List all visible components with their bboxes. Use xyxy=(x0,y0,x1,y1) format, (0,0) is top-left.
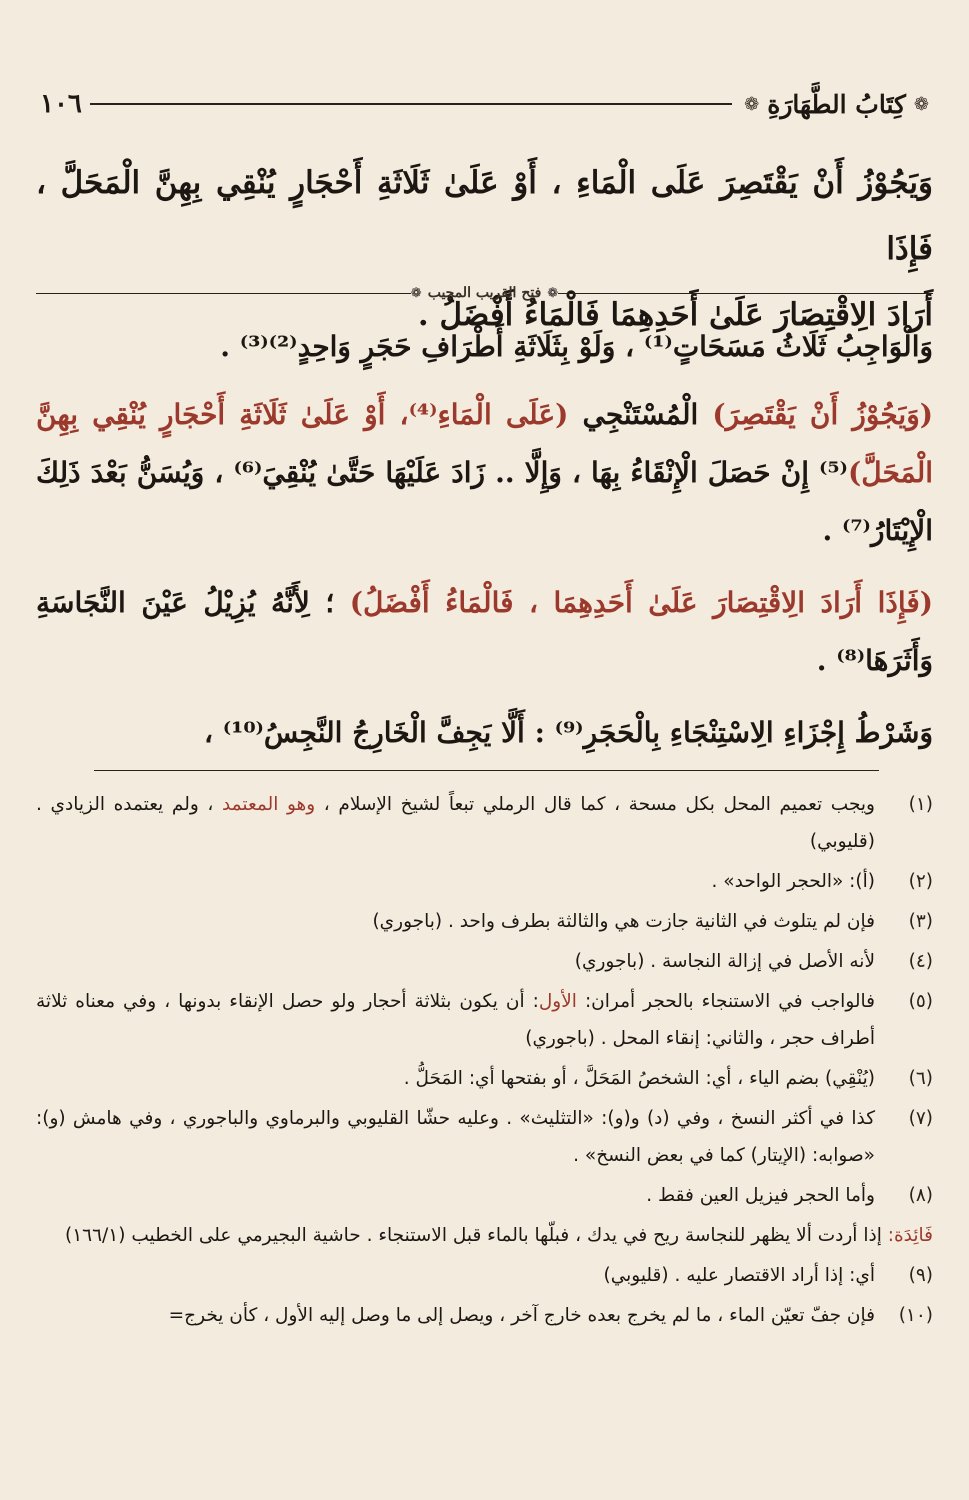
footnote-number: (٦) xyxy=(908,1068,933,1089)
footnote-text xyxy=(36,1177,875,1214)
matn-quote: (فَإِذَا أَرَادَ الِاقْتِصَارَ عَلَىٰ أَحَدِهِمَا ، فَالْمَاءُ أَفْضَلُ) xyxy=(349,586,934,619)
footnote xyxy=(36,983,933,1057)
commentary-label: فتح القريب المجيب xyxy=(427,285,542,301)
ornament-icon: ❁ xyxy=(913,93,929,115)
sharh-text: الْمُسْتَنْجِي xyxy=(568,398,713,431)
footnote-segment: (يُنْقِي) بضم الياء ، أي: الشخصُ المَحَلَّ ، أو بفتحها أي: المَحَلُّ . xyxy=(403,1068,875,1089)
footnote xyxy=(36,1177,933,1214)
footnote-number: (٧) xyxy=(908,1108,933,1129)
footnote-segment: لأنه الأصل في إزالة النجاسة . (باجوري) xyxy=(574,951,875,972)
footnote-highlight: الأول xyxy=(538,991,577,1012)
footnote-segment: كذا في أكثر النسخ ، وفي (د) و(و): «التثليث» . وعليه حشّا القليوبي والبرماوي والباجوري ، وفي هامش (و): «صوابه: (الإيتار) كما في بعض النسخ» . xyxy=(36,1108,875,1166)
footnote-segment: فإن لم يتلوث في الثانية جازت هي والثالثة بطرف واحد . (باجوري) xyxy=(372,911,875,932)
sharh-paragraph xyxy=(36,386,933,560)
footnote-number: (٩) xyxy=(908,1265,933,1286)
footnote xyxy=(36,903,933,940)
footnote xyxy=(36,1100,933,1174)
footnote xyxy=(36,1257,933,1294)
sharh-paragraph xyxy=(36,574,933,690)
footnote-text xyxy=(36,903,875,940)
footnote-rule xyxy=(94,770,879,771)
sharh-text: ⁽⁵⁾ إِنْ حَصَلَ الْإِنْقَاءُ بِهَا ، وَإِلَّا .. زَادَ عَلَيْهَا حَتَّىٰ يُنْقِيَ⁽⁶⁾ ، وَيُسَنُّ بَعْدَ ذَلِكَ الْإِيْتَارُ⁽⁷⁾ . xyxy=(36,456,933,547)
footnote xyxy=(36,786,933,860)
footnote-number: (٤) xyxy=(908,951,933,972)
footnote-text xyxy=(36,1217,933,1254)
footnote-text xyxy=(36,786,875,860)
footnote-text xyxy=(36,1297,875,1334)
footnote-text xyxy=(36,1060,875,1097)
footnote xyxy=(36,863,933,900)
footnote-segment: وأما الحجر فيزيل العين فقط . xyxy=(646,1185,875,1206)
footnotes xyxy=(36,786,933,1337)
footnote xyxy=(36,1297,933,1334)
matn-line: وَيَجُوْزُ أَنْ يَقْتَصِرَ عَلَى الْمَاءِ ، أَوْ عَلَىٰ ثَلَاثَةِ أَحْجَارٍ يُنْقِي بِهِنَّ الْمَحَلَّ ، فَإِذَا xyxy=(36,165,933,267)
footnote-segment: أي: إذا أراد الاقتصار عليه . (قليوبي) xyxy=(603,1265,875,1286)
running-header xyxy=(36,84,933,124)
footnote-segment: ، ولم يعتمده الزيادي . (قليوبي) xyxy=(36,794,875,852)
matn-quote: (وَيَجُوْزُ أَنْ يَقْتَصِرَ) xyxy=(712,398,933,431)
footnote xyxy=(36,1217,933,1254)
footnote-segment: : أن يكون بثلاثة أحجار ولو حصل الإنقاء بدونها ، وفي معناه ثلاثة أطراف حجر ، والثاني: إنقاء المحل . (باجوري) xyxy=(36,991,875,1049)
ornament-icon: ❁ xyxy=(547,285,559,301)
divider-rule xyxy=(558,293,933,294)
header-rule xyxy=(90,103,732,105)
footnote-segment: فالواجب في الاستنجاء بالحجر أمران: xyxy=(576,991,875,1012)
commentary-text xyxy=(36,318,933,776)
matn-line: أَرَادَ الِاقْتِصَارَ عَلَىٰ أَحَدِهِمَا فَالْمَاءُ أَفْضَلُ . xyxy=(417,297,933,333)
commentary-divider xyxy=(36,282,933,304)
footnote-number: (١) xyxy=(908,794,933,815)
divider-rule xyxy=(36,293,411,294)
ornament-icon: ❁ xyxy=(410,285,422,301)
footnote-text xyxy=(36,943,875,980)
footnote-number: (٢) xyxy=(908,871,933,892)
footnote-text xyxy=(36,863,875,900)
footnote-segment: إذا أردت ألا يظهر للنجاسة ريح في يدك ، فبلّها بالماء قبل الاستنجاء . حاشية البجيرمي على الخطيب (١٦٦/١) xyxy=(65,1225,888,1246)
footnote-text xyxy=(36,1100,875,1174)
footnote-segment: (أ): «الحجر الواحد» . xyxy=(711,871,875,892)
sharh-paragraph: وَشَرْطُ إِجْزَاءِ الِاسْتِنْجَاءِ بِالْحَجَرِ⁽⁹⁾ : أَلَّا يَجِفَّ الْخَارِجُ النَّجِسُ⁽¹⁰⁾ ، xyxy=(203,716,933,749)
footnote-segment: ويجب تعميم المحل بكل مسحة ، كما قال الرملي تبعاً لشيخ الإسلام ، xyxy=(315,794,875,815)
footnote-number: (١٠) xyxy=(898,1305,933,1326)
footnote-text xyxy=(36,1257,875,1294)
ornament-icon: ❁ xyxy=(744,93,760,115)
footnote xyxy=(36,943,933,980)
book-title: كِتَابُ الطَّهَارَةِ xyxy=(767,89,906,119)
footnote-number: (٣) xyxy=(908,911,933,932)
footnote-highlight: فَائِدَة: xyxy=(887,1225,933,1246)
footnote xyxy=(36,1060,933,1097)
page-number: ١٠٦ xyxy=(40,89,82,119)
footnote-text xyxy=(36,983,875,1057)
sharh-text: ؛ لِأَنَّهُ يُزِيْلُ عَيْنَ النَّجَاسَةِ وَأَثَرَهَا⁽⁸⁾ . xyxy=(36,586,933,677)
footnote-highlight: وهو المعتمد xyxy=(221,794,316,815)
sharh-paragraph: وَالْوَاجِبُ ثَلَاثُ مَسَحَاتٍ⁽¹⁾ ، وَلَوْ بِثَلَاثَةِ أَطْرَافِ حَجَرٍ وَاحِدٍ⁽²⁾⁽³⁾ . xyxy=(220,330,933,363)
footnote-number: (٨) xyxy=(908,1185,933,1206)
footnote-number: (٥) xyxy=(908,991,933,1012)
matn-quote: (عَلَى الْمَاءِ⁽⁴⁾، أَوْ عَلَىٰ ثَلَاثَةِ أَحْجَارٍ يُنْقِي بِهِنَّ الْمَحَلَّ) xyxy=(36,398,934,489)
footnote-segment: فإن جفّ تعيّن الماء ، ما لم يخرج بعده خارج آخر ، ويصل إلى ما وصل إليه الأول ، كأن يخرج= xyxy=(168,1305,875,1326)
